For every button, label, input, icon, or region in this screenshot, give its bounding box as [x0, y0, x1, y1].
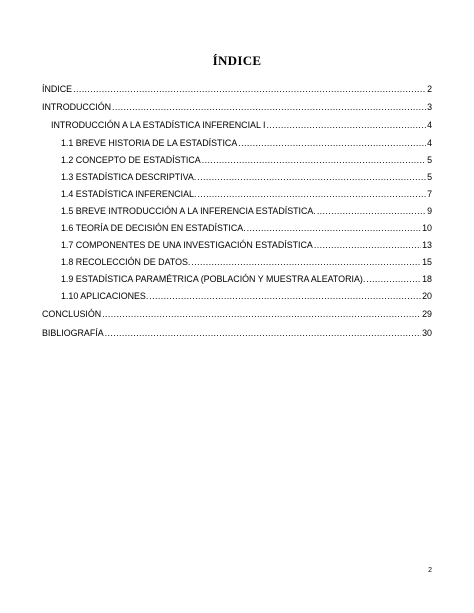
- toc-entry-label: INTRODUCCIÓN A LA ESTADÍSTICA INFERENCIAL I: [51, 120, 266, 130]
- toc-entry-page: 4: [427, 138, 432, 148]
- page-number: 2: [428, 567, 432, 574]
- toc-entry-page: 7: [427, 189, 432, 199]
- toc-entry-page: 13: [422, 240, 432, 250]
- toc-entry-label: ÍNDICE: [42, 84, 73, 94]
- toc-dot-leader: [73, 84, 426, 95]
- toc-dot-leader: [317, 206, 426, 217]
- toc-entry-1-10[interactable]: [61, 291, 432, 302]
- toc-entry-page: 10: [422, 223, 432, 233]
- toc-dot-leader: [238, 138, 426, 149]
- toc-entry-1-4[interactable]: [61, 189, 432, 200]
- toc-entry-1-6[interactable]: [61, 223, 432, 234]
- toc-dot-leader: [314, 240, 421, 251]
- toc-dot-leader: [247, 223, 422, 234]
- toc-entry-introduccion-estadistica-inferencial[interactable]: [51, 120, 432, 131]
- toc-entry-label: 1.9 ESTADÍSTICA PARAMÉTRICA (POBLACIÓN Y MUESTRA ALEATORIA).: [61, 274, 366, 284]
- toc-entry-label: INTRODUCCIÓN: [42, 102, 112, 112]
- toc-dot-leader: [366, 274, 421, 285]
- toc-entry-page: 18: [422, 274, 432, 284]
- toc-entry-page: 20: [422, 291, 432, 301]
- toc-entry-page: 29: [422, 309, 432, 319]
- toc-entry-label: 1.5 BREVE INTRODUCCIÓN A LA INFERENCIA ESTADÍSTICA.: [61, 206, 316, 216]
- toc-dot-leader: [267, 120, 427, 131]
- toc-entry-introduccion[interactable]: [42, 102, 432, 113]
- toc-entry-page: 15: [422, 257, 432, 267]
- toc-entry-page: 5: [427, 172, 432, 182]
- toc-dot-leader: [197, 189, 426, 200]
- toc-dot-leader: [112, 102, 426, 113]
- toc-dot-leader: [202, 155, 426, 166]
- toc-entry-page: 30: [422, 328, 432, 338]
- page-title: ÍNDICE: [212, 53, 262, 68]
- toc-entry-1-2[interactable]: [61, 155, 432, 166]
- toc-dot-leader: [149, 291, 421, 302]
- toc-entry-conclusion[interactable]: [42, 309, 432, 320]
- toc-entry-page: 2: [427, 84, 432, 94]
- toc-entry-label: 1.3 ESTADÍSTICA DESCRIPTIVA.: [61, 172, 197, 182]
- toc-dot-leader: [105, 328, 421, 339]
- toc-entry-1-1[interactable]: [61, 138, 432, 149]
- toc-entry-label: 1.8 RECOLECCIÓN DE DATOS.: [61, 257, 191, 267]
- toc-entry-label: 1.4 ESTADÍSTICA INFERENCIAL.: [61, 189, 197, 199]
- toc-entry-label: 1.2 CONCEPTO DE ESTADÍSTICA: [61, 155, 201, 165]
- toc-entry-page: 4: [427, 120, 432, 130]
- toc-entry-indice[interactable]: [42, 84, 432, 95]
- toc-entry-1-5[interactable]: [61, 206, 432, 217]
- toc-entry-page: 3: [427, 102, 432, 112]
- toc-entry-1-7[interactable]: [61, 240, 432, 251]
- toc-entry-label: 1.10 APLICACIONES.: [61, 291, 149, 301]
- toc-entry-label: BIBLIOGRAFÍA: [42, 328, 104, 338]
- toc-entry-label: CONCLUSIÓN: [42, 309, 102, 319]
- toc-entry-1-3[interactable]: [61, 172, 432, 183]
- toc-dot-leader: [191, 257, 421, 268]
- toc-entry-bibliografia[interactable]: [42, 328, 432, 339]
- toc-entry-1-9[interactable]: [61, 274, 432, 285]
- toc-entry-page: 9: [427, 206, 432, 216]
- toc-entry-label: 1.1 BREVE HISTORIA DE LA ESTADÍSTICA: [61, 138, 238, 148]
- toc-dot-leader: [197, 172, 426, 183]
- toc-dot-leader: [102, 309, 421, 320]
- toc-entry-page: 5: [427, 155, 432, 165]
- toc-entry-label: 1.6 TEORÍA DE DECISIÓN EN ESTADÍSTICA.: [61, 223, 246, 233]
- toc-entry-label: 1.7 COMPONENTES DE UNA INVESTIGACIÓN ESTADÍSTICA: [61, 240, 313, 250]
- toc-entry-1-8[interactable]: [61, 257, 432, 268]
